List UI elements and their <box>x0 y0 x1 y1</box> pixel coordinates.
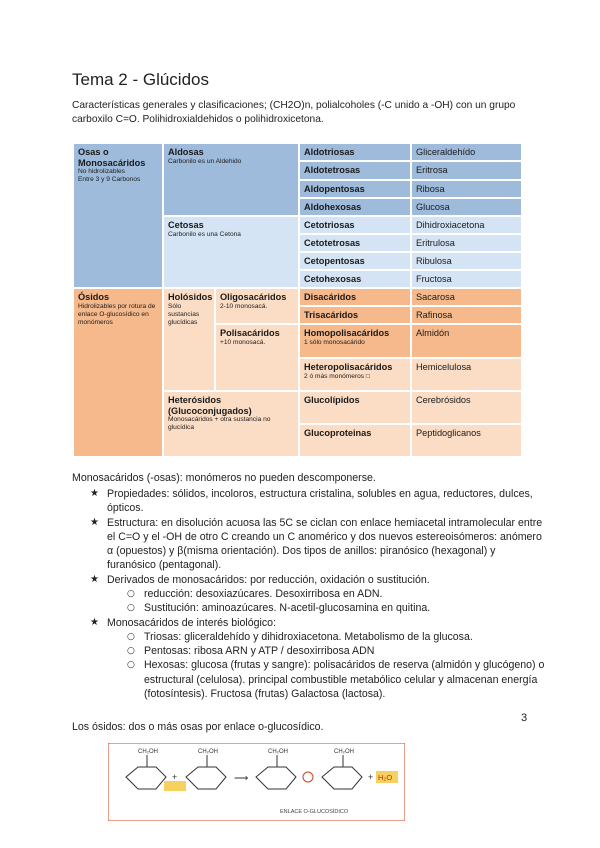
aldotriosas-example: Gliceraldehído <box>411 143 522 161</box>
plus-sign-2: + <box>368 772 374 782</box>
derivados-text: Derivados de monosacáridos: por reducción, oxidación o sustitución. <box>107 573 430 586</box>
ch2oh-label-3: CH₂OH <box>268 749 288 755</box>
classification-table <box>73 143 522 457</box>
glucoproteinas-example: Peptidoglicanos <box>411 424 522 457</box>
polisacaridos-cell <box>215 324 299 391</box>
heteropolisacaridos-example: Hemicelulosa <box>411 358 522 391</box>
sublist-item-hexosas: ○ Hexosas: glucosa (frutas y sangre): polisacáridos de reserva (almidón y glucógeno) o estructural (celulosa). principal combustible metabólico celular y almacenan energía (fotosíntesis). Fructosa (frutas) Galactosa (lactosa). <box>127 658 545 701</box>
cetotetrosas-example: Eritrulosa <box>411 234 522 252</box>
cetotriosas-name: Cetotriosas <box>299 216 411 234</box>
glucoproteinas-name: Glucoproteinas <box>299 424 411 457</box>
cetotetrosas-name: Cetotetrosas <box>299 234 411 252</box>
aldohexosas-name: Aldohexosas <box>299 198 411 216</box>
disacaridos-example: Sacarosa <box>411 288 522 306</box>
homopolisacaridos-example: Almidón <box>411 324 522 358</box>
trisacaridos-name: Trisacáridos <box>299 306 411 324</box>
monosacaridos-intro: Monosacáridos (-osas): monómeros no pueden descomponerse. <box>72 472 376 484</box>
aldosas-sub: Carbonilo es un Aldehido <box>168 157 242 165</box>
homopolisacaridos-name: Homopolisacáridos 1 sólo monosacárido <box>299 324 411 358</box>
heterosidos-title: Heterósidos <box>168 395 222 405</box>
heteropolisacaridos-sub: 2 ó más monómeros □ <box>304 372 370 380</box>
water-product-label: H₂O <box>378 773 393 782</box>
cetohexosas-example: Fructosa <box>411 270 522 288</box>
cetosas-sub: Carbonilo es una Cetona <box>168 230 241 238</box>
osas-cell <box>73 143 163 288</box>
glucolipidos-name: Glucolípidos <box>299 391 411 424</box>
reaction-arrow: ⟶ <box>234 773 249 784</box>
holosidos-cell <box>163 288 215 391</box>
sublist-item-triosas: ○ Triosas: gliceraldehído y dihidroxiacetona. Metabolismo de la glucosa. <box>127 630 545 644</box>
holosidos-title: Holósidos <box>168 292 213 302</box>
glucolipidos-example: Cerebrósidos <box>411 391 522 424</box>
trisacaridos-example: Rafinosa <box>411 306 522 324</box>
page-number: 3 <box>521 712 528 724</box>
heterosidos-sub: Monosacáridos + otra sustancia no glucídica <box>168 416 271 432</box>
oligosacaridos-title: Oligosacáridos <box>220 292 287 302</box>
disacaridos-name: Disacáridos <box>299 288 411 306</box>
aldopentosas-example: Ribosa <box>411 180 522 198</box>
ch2oh-label-2: CH₂OH <box>198 749 218 755</box>
intro-paragraph: Características generales y clasificaciones; (CH2O)n, polialcoholes (-C unido a -OH) con un grupo carboxilo C=O. Polihidroxialdehidos o polihidroxicetona. <box>72 100 516 125</box>
aldotetrosas-name: Aldotetrosas <box>299 161 411 180</box>
polisacaridos-title: Polisacáridos <box>220 328 280 338</box>
interes-sublist <box>127 630 545 701</box>
aldohexosas-example: Glucosa <box>411 198 522 216</box>
oligosacaridos-cell <box>215 288 299 324</box>
aldopentosas-name: Aldopentosas <box>299 180 411 198</box>
heterosidos-title2: (Glucoconjugados) <box>168 405 252 416</box>
glycosidic-bond-figure <box>108 743 405 821</box>
list-item-interes <box>90 616 545 701</box>
monosacaridos-list <box>90 487 545 701</box>
cetosas-title: Cetosas <box>168 220 204 230</box>
aldotriosas-name: Aldotriosas <box>299 143 411 161</box>
sublist-item-pentosas: ○ Pentosas: ribosa ARN y ATP / desoxirribosa ADN <box>127 644 545 658</box>
holosidos-sub: Sólo sustancias glucídicas <box>168 302 200 327</box>
figure-caption: ENLACE O-GLUCOSÍDICO <box>280 809 349 815</box>
list-item-derivados <box>90 573 545 616</box>
heterosidos-cell <box>163 391 299 457</box>
aldosas-title: Aldosas <box>168 147 204 157</box>
cetopentosas-name: Cetopentosas <box>299 252 411 270</box>
homopolisacaridos-sub: 1 sólo monosacárido <box>304 338 365 346</box>
water-highlight <box>164 781 186 791</box>
page-title: Tema 2 - Glúcidos <box>72 70 209 89</box>
derivados-sublist <box>127 587 545 615</box>
heteropolisacaridos-name: Heteropolisacáridos 2 ó más monómeros □ <box>299 358 411 391</box>
osidos-sub: Hidrolizables por rotura de enlace O-glucosídico en monómeros <box>78 302 156 327</box>
osidos-title: Ósidos <box>78 292 110 302</box>
osidos-cell <box>73 288 163 457</box>
osas-sub1: No hidrolizables <box>78 168 125 175</box>
osidos-line: Los ósidos: dos o más osas por enlace o-glucosídico. <box>72 721 324 733</box>
cetohexosas-name: Cetohexosas <box>299 270 411 288</box>
aldotetrosas-example: Eritrosa <box>411 161 522 180</box>
list-item-estructura: ★ Estructura: en disolución acuosa las 5C se ciclan con enlace hemiacetal intramolecular entre el C=O y el -OH de otro C creando un C anomérico y dos nuevos estereoisómeros: anómero α (opuestos) y β(misma orientación). Dos tipos de anillos: piranósico (hexagonal) y furanósico (pentagonal). <box>90 516 545 573</box>
sublist-item-reduccion: ○ reducción: desoxiazúcares. Desoxirribosa en ADN. <box>127 587 545 601</box>
ch2oh-label-1: CH₂OH <box>138 749 158 755</box>
osas-title: Osas o Monosacáridos <box>78 147 146 168</box>
cetotriosas-example: Dihidroxiacetona <box>411 216 522 234</box>
cetopentosas-example: Ribulosa <box>411 252 522 270</box>
sublist-item-sustitucion: ○ Sustitución: aminoazúcares. N-acetil-glucosamina en quitina. <box>127 601 545 615</box>
polisacaridos-sub: +10 monosacá. <box>220 338 266 346</box>
aldosas-cell <box>163 143 299 216</box>
plus-sign-1: + <box>172 772 178 782</box>
interes-text: Monosacáridos de interés biológico: <box>107 616 277 629</box>
cetosas-cell <box>163 216 299 288</box>
oligosacaridos-sub: 2-10 monosacá. <box>220 302 268 310</box>
list-item-propiedades: ★ Propiedades: sólidos, incoloros, estructura cristalina, solubles en agua, reductores, dulces, ópticos. <box>90 487 545 515</box>
osas-sub2: Entre 3 y 9 Carbonos <box>78 176 141 184</box>
ch2oh-label-4: CH₂OH <box>334 749 354 755</box>
